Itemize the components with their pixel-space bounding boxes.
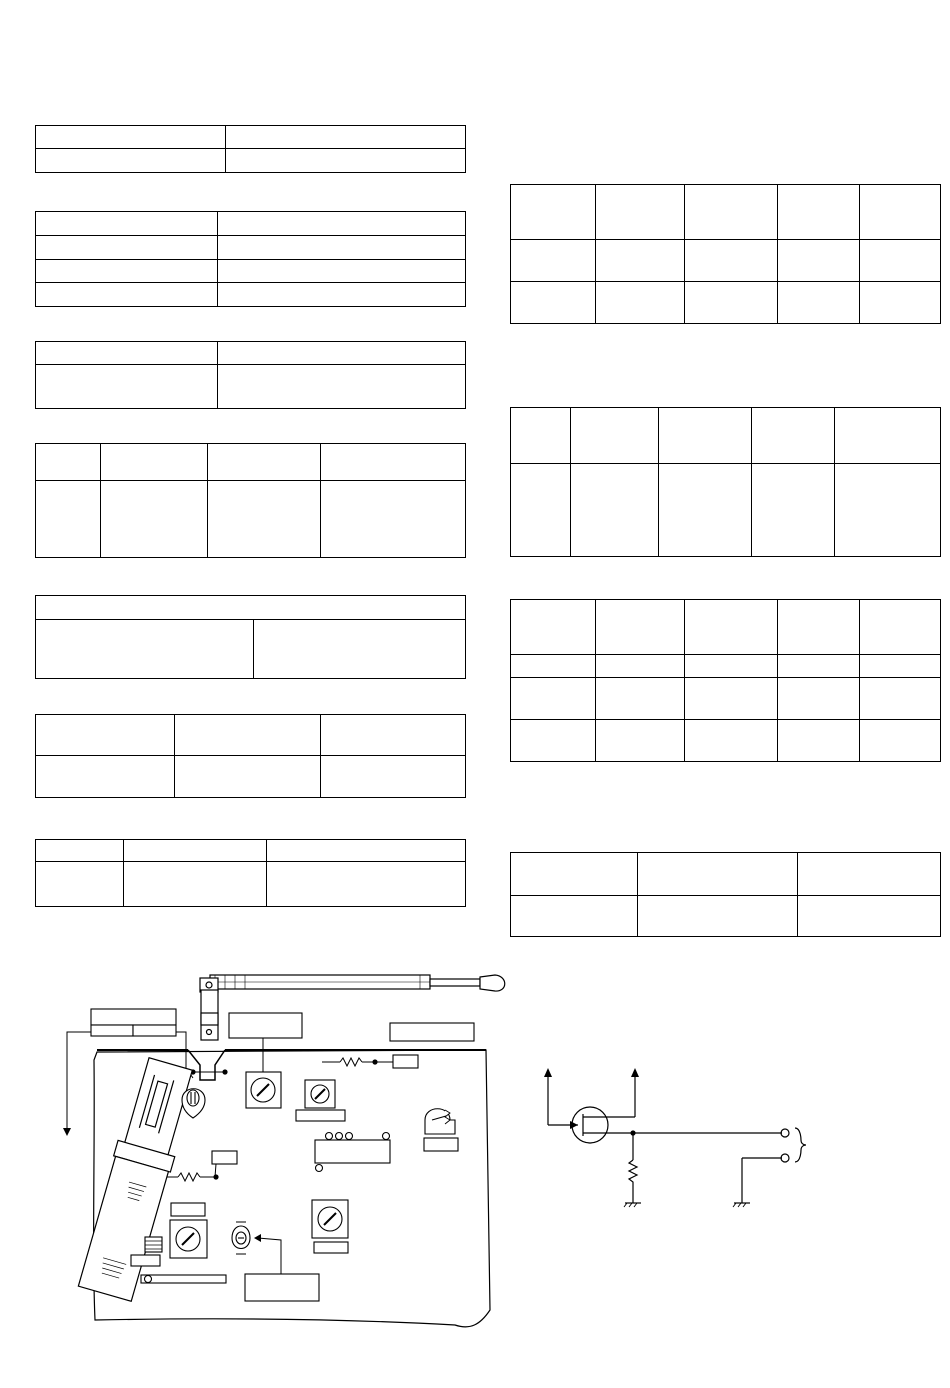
table-cell bbox=[835, 408, 941, 464]
table-cell bbox=[798, 896, 941, 937]
label-box-top-center bbox=[229, 1013, 302, 1038]
table-cell bbox=[175, 715, 321, 756]
table-cell bbox=[175, 756, 321, 798]
table-cell bbox=[685, 655, 778, 678]
table-cell bbox=[36, 715, 175, 756]
volume-pot bbox=[425, 1109, 455, 1134]
table-cell bbox=[218, 236, 466, 260]
table-cell bbox=[36, 342, 218, 365]
label-box-top-right bbox=[390, 1023, 474, 1041]
table-cell bbox=[218, 342, 466, 365]
table-cell bbox=[36, 283, 218, 307]
trimmer-coil bbox=[182, 1089, 205, 1118]
table-cell bbox=[659, 408, 752, 464]
label-box-antenna-trimmer bbox=[91, 1009, 176, 1025]
table-cell bbox=[511, 720, 596, 762]
table-cell bbox=[267, 862, 466, 907]
table-cell bbox=[267, 840, 466, 862]
table-cell bbox=[254, 620, 466, 679]
table-cell bbox=[36, 840, 124, 862]
table-cell bbox=[685, 240, 778, 282]
label-box-bottom-center bbox=[245, 1274, 319, 1301]
table-cell bbox=[321, 756, 466, 798]
table-cell bbox=[36, 212, 218, 236]
table-cell bbox=[511, 282, 596, 324]
table-cell bbox=[101, 481, 208, 558]
table-cell bbox=[752, 464, 835, 557]
table-cell bbox=[685, 720, 778, 762]
table-cell bbox=[596, 240, 685, 282]
table-cell bbox=[596, 678, 685, 720]
table-1 bbox=[35, 125, 466, 173]
table-cell bbox=[860, 240, 941, 282]
table-cell bbox=[596, 282, 685, 324]
table-cell bbox=[596, 720, 685, 762]
table-cell bbox=[511, 678, 596, 720]
table-cell bbox=[101, 444, 208, 481]
circuit-diagram bbox=[520, 1055, 830, 1225]
table-cell bbox=[778, 720, 860, 762]
table-cell bbox=[36, 862, 124, 907]
table-cell bbox=[860, 720, 941, 762]
table-cell bbox=[860, 282, 941, 324]
table-cell bbox=[511, 600, 596, 655]
table-cell bbox=[685, 282, 778, 324]
table-cell bbox=[36, 596, 466, 620]
table-cell bbox=[659, 464, 752, 557]
table-cell bbox=[226, 126, 466, 149]
table-cell bbox=[685, 600, 778, 655]
ic-chip bbox=[315, 1140, 390, 1163]
table-2 bbox=[35, 211, 466, 307]
table-5 bbox=[35, 595, 466, 679]
table-cell bbox=[860, 678, 941, 720]
table-cell bbox=[321, 715, 466, 756]
table-cell bbox=[36, 444, 101, 481]
table-4 bbox=[35, 443, 466, 558]
table-cell bbox=[778, 678, 860, 720]
table-cell bbox=[638, 853, 798, 896]
table-cell bbox=[778, 600, 860, 655]
table-cell bbox=[511, 853, 638, 896]
table-cell bbox=[511, 896, 638, 937]
table-cell bbox=[124, 862, 267, 907]
table-cell bbox=[218, 260, 466, 283]
table-cell bbox=[860, 185, 941, 240]
table-6 bbox=[35, 714, 466, 798]
table-9 bbox=[510, 407, 941, 557]
table-cell bbox=[798, 853, 941, 896]
pcb-diagram bbox=[0, 955, 520, 1355]
table-cell bbox=[860, 655, 941, 678]
table-7 bbox=[35, 839, 466, 907]
table-cell bbox=[596, 185, 685, 240]
table-11 bbox=[510, 852, 941, 937]
table-cell bbox=[321, 444, 466, 481]
table-cell bbox=[860, 600, 941, 655]
table-cell bbox=[778, 282, 860, 324]
table-cell bbox=[596, 600, 685, 655]
table-cell bbox=[752, 408, 835, 464]
table-cell bbox=[36, 756, 175, 798]
table-cell bbox=[511, 655, 596, 678]
table-cell bbox=[218, 283, 466, 307]
table-cell bbox=[778, 655, 860, 678]
table-cell bbox=[511, 408, 571, 464]
table-cell bbox=[511, 464, 571, 557]
table-cell bbox=[511, 185, 596, 240]
table-cell bbox=[36, 620, 254, 679]
table-10 bbox=[510, 599, 941, 762]
table-cell bbox=[571, 408, 659, 464]
table-cell bbox=[685, 678, 778, 720]
table-cell bbox=[778, 240, 860, 282]
table-cell bbox=[218, 212, 466, 236]
table-cell bbox=[511, 240, 596, 282]
table-cell bbox=[218, 365, 466, 409]
table-cell bbox=[226, 149, 466, 173]
table-cell bbox=[596, 655, 685, 678]
table-cell bbox=[778, 185, 860, 240]
table-cell bbox=[208, 444, 321, 481]
table-cell bbox=[208, 481, 321, 558]
table-cell bbox=[685, 185, 778, 240]
table-cell bbox=[321, 481, 466, 558]
table-8 bbox=[510, 184, 941, 324]
table-cell bbox=[36, 260, 218, 283]
table-cell bbox=[36, 126, 226, 149]
table-cell bbox=[36, 236, 218, 260]
table-3 bbox=[35, 341, 466, 409]
table-cell bbox=[124, 840, 267, 862]
table-cell bbox=[36, 149, 226, 173]
table-cell bbox=[835, 464, 941, 557]
table-cell bbox=[638, 896, 798, 937]
table-cell bbox=[36, 481, 101, 558]
table-cell bbox=[571, 464, 659, 557]
table-cell bbox=[36, 365, 218, 409]
